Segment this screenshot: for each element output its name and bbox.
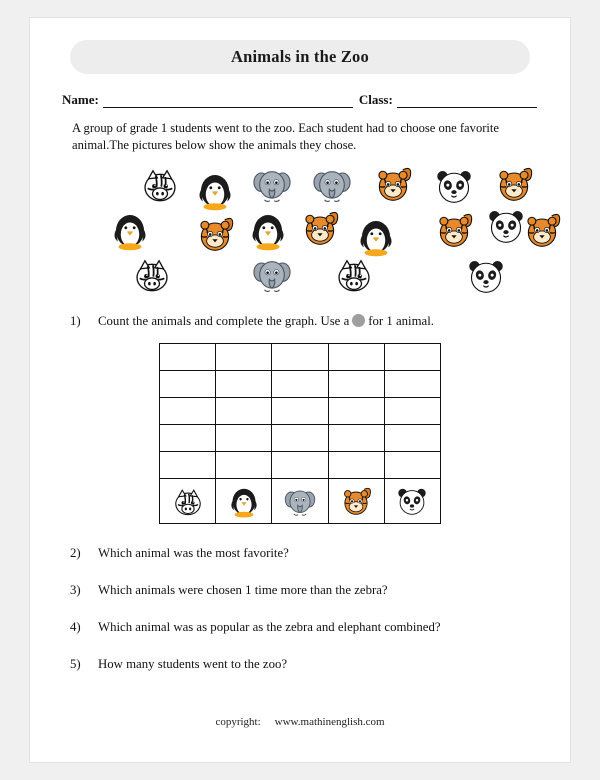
question-1-text-before: Count the animals and complete the graph. Use a <box>98 314 350 328</box>
question-2-number: 2) <box>70 546 81 560</box>
copyright-footer <box>30 716 570 728</box>
intro-text: A group of grade 1 students went to the zoo. Each student had to choose one favorite animal.The pictures below show the animals they chose. <box>72 121 500 152</box>
question-1 <box>60 314 540 329</box>
elephant-icon <box>250 252 294 296</box>
tiger-icon <box>432 208 476 252</box>
question-4-text: Which animal was as popular as the zebra and elephant combined? <box>98 620 441 634</box>
class-input-line[interactable] <box>397 94 537 108</box>
graph-row <box>160 452 441 479</box>
zebra-icon <box>138 162 182 206</box>
graph-cell[interactable] <box>384 452 440 479</box>
name-label: Name: <box>62 92 99 107</box>
graph-cell[interactable] <box>384 371 440 398</box>
question-list <box>30 546 570 672</box>
name-class-row <box>62 92 538 108</box>
graph-cell[interactable] <box>384 398 440 425</box>
question-2-text: Which animal was the most favorite? <box>98 546 289 560</box>
graph-table <box>159 343 441 524</box>
question-1-number: 1) <box>70 314 81 328</box>
tiger-icon <box>298 206 342 250</box>
question-3-text: Which animals were chosen 1 time more than the zebra? <box>98 583 388 597</box>
graph-cell[interactable] <box>328 398 384 425</box>
graph-legend-tiger <box>328 479 384 524</box>
graph-cell[interactable] <box>328 371 384 398</box>
worksheet-title-bar <box>70 40 530 74</box>
question-1-text <box>98 314 540 329</box>
question-5-number: 5) <box>70 657 81 671</box>
graph-row <box>160 371 441 398</box>
graph-cell[interactable] <box>272 371 328 398</box>
zebra-icon <box>130 252 174 296</box>
graph-cell[interactable] <box>216 344 272 371</box>
graph-cell[interactable] <box>216 425 272 452</box>
graph-cell[interactable] <box>160 344 216 371</box>
question-3 <box>60 583 540 598</box>
graph-cell[interactable] <box>384 425 440 452</box>
elephant-icon <box>250 162 294 206</box>
graph-cell[interactable] <box>272 398 328 425</box>
graph-cell[interactable] <box>272 452 328 479</box>
penguin-icon <box>108 208 152 252</box>
graph-legend-panda <box>384 479 440 524</box>
name-input-line[interactable] <box>103 94 353 108</box>
question-5-text: How many students went to the zoo? <box>98 657 288 671</box>
graph-cell[interactable] <box>272 425 328 452</box>
graph-cell[interactable] <box>328 425 384 452</box>
graph-cell[interactable] <box>216 398 272 425</box>
graph-cell[interactable] <box>160 398 216 425</box>
elephant-icon <box>310 162 354 206</box>
graph-legend-zebra <box>160 479 216 524</box>
tiger-icon <box>193 212 237 256</box>
question-2 <box>60 546 540 561</box>
graph-cell[interactable] <box>328 344 384 371</box>
question-5 <box>60 657 540 672</box>
penguin-icon <box>246 208 290 252</box>
graph-cell[interactable] <box>160 371 216 398</box>
graph-legend-row <box>160 479 441 524</box>
graph-cell[interactable] <box>384 344 440 371</box>
animal-picture-set <box>60 160 540 300</box>
counter-dot-icon <box>352 314 365 327</box>
graph-row <box>160 425 441 452</box>
graph-legend-elephant <box>272 479 328 524</box>
tiger-icon <box>492 162 536 206</box>
graph-cell[interactable] <box>328 452 384 479</box>
copyright-site: www.mathinenglish.com <box>274 716 385 728</box>
graph-grid <box>159 343 441 524</box>
question-4 <box>60 620 540 635</box>
question-3-number: 3) <box>70 583 81 597</box>
question-4-number: 4) <box>70 620 81 634</box>
worksheet-page <box>30 18 570 762</box>
graph-cell[interactable] <box>272 344 328 371</box>
panda-icon <box>464 254 508 298</box>
graph-row <box>160 344 441 371</box>
page-title: Animals in the Zoo <box>231 47 369 66</box>
copyright-word: copyright: <box>215 716 261 728</box>
graph-cell[interactable] <box>160 452 216 479</box>
zebra-icon <box>332 252 376 296</box>
graph-cell[interactable] <box>216 452 272 479</box>
graph-cell[interactable] <box>160 425 216 452</box>
penguin-icon <box>193 168 237 212</box>
graph-row <box>160 398 441 425</box>
panda-icon <box>432 164 476 208</box>
graph-legend-penguin <box>216 479 272 524</box>
tiger-icon <box>520 208 564 252</box>
question-1-text-after: for 1 animal. <box>368 314 434 328</box>
graph-cell[interactable] <box>216 371 272 398</box>
class-label: Class: <box>358 92 393 107</box>
tiger-icon <box>371 162 415 206</box>
